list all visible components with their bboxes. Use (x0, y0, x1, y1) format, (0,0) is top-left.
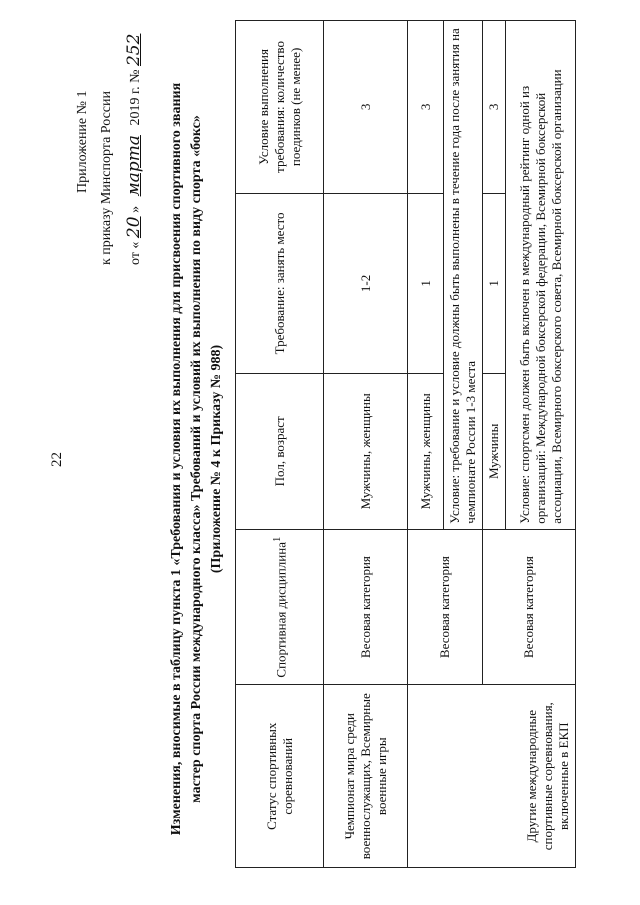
group2-sub-a-gender: Мужчины, женщины (408, 373, 444, 529)
header-status: Статус спортивных соревнований (236, 685, 324, 868)
date-number: 252 (124, 33, 144, 67)
header-discipline-label: Спортивная дисциплина (273, 542, 289, 678)
group2-sub-b-note: Условие: спортсмен должен быть включен в международный рейтинг одной из организаций: Международной боксерской федерации, Всемирной боксерской ассоциации, Всемирного боксерского совета, Всемирной боксерской организации (506, 21, 576, 530)
group2-sub-a-discipline: Весовая категория (408, 529, 483, 685)
group2-sub-b-gender: Мужчины (483, 373, 506, 529)
date-year: 2019 г. № (128, 69, 143, 126)
date-mid: » (128, 205, 143, 213)
header-discipline-footnote: 1 (271, 536, 284, 543)
header-place: Требование: занять место (236, 193, 324, 373)
table-row (408, 21, 444, 868)
group2-sub-a-note: Условие: требование и условие должны быть выполнены в течение года после занятия на чемпионате России 1-3 места (444, 21, 483, 530)
header-condition: Условие выполнения требования: количество поединков (не менее) (236, 21, 324, 194)
group2-status: Другие международные спортивные соревнования, включенные в ЕКП (408, 685, 576, 868)
header-gender: Пол, возраст (236, 373, 324, 529)
date-month: марта (124, 135, 144, 197)
annex-title: Приложение № 1 (75, 90, 90, 193)
group2-sub-a-condition: 3 (408, 21, 444, 194)
header-discipline (236, 529, 324, 685)
page-number: 22 (49, 452, 65, 467)
row1-status: Чемпионат мира среди военнослужащих, Всемирные военные игры (324, 685, 408, 868)
requirements-table (235, 20, 576, 868)
row1-discipline: Весовая категория (324, 529, 408, 685)
table-header-row (236, 21, 324, 868)
title-line-3: (Приложение № 4 к Приказу № 988) (209, 344, 224, 574)
date-day: 20 (124, 216, 144, 239)
group2-sub-b-condition: 3 (483, 21, 506, 194)
table-row (324, 21, 408, 868)
row1-place: 1-2 (324, 193, 408, 373)
date-prefix: от « (128, 241, 143, 265)
row1-gender: Мужчины, женщины (324, 373, 408, 529)
row1-condition: 3 (324, 21, 408, 194)
group2-sub-b-discipline: Весовая категория (483, 529, 576, 685)
title-line-1: Изменения, вносимые в таблицу пункта 1 «Требования и условия их выполнения для присвоения спортивного звания (169, 82, 184, 836)
title-line-2: мастер спорта России международного класса» Требований и условий их выполнения по виду спорта «бокс» (189, 115, 204, 803)
annex-order-line: к приказу Минспорта России (99, 91, 114, 265)
annex-date-line (126, 34, 143, 265)
group2-sub-a-place: 1 (408, 193, 444, 373)
group2-sub-b-place: 1 (483, 193, 506, 373)
